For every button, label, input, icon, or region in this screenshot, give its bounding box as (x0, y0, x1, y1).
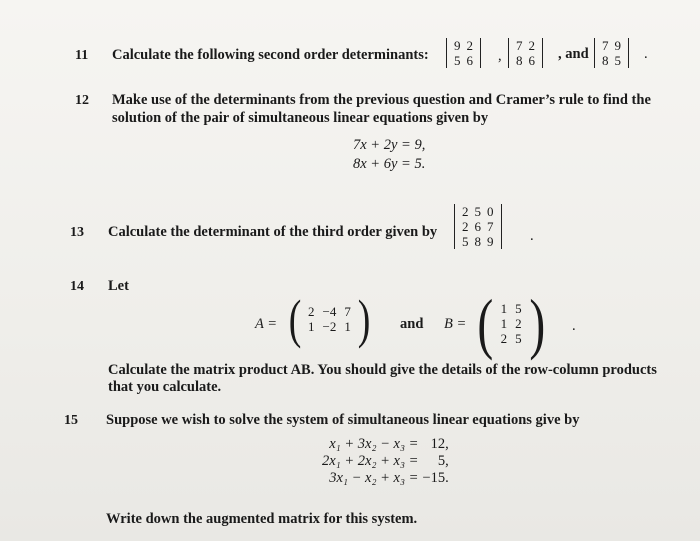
equation-row (320, 436, 451, 453)
equation-lhs: x₁ + 3x₂ − x₃ = (329, 436, 419, 452)
det-cell: 8 (516, 53, 523, 68)
question-number-15: 15 (64, 413, 78, 428)
q11-determinant-2 (508, 38, 543, 68)
det-cell: 5 (454, 53, 461, 68)
q14-end: . (572, 318, 576, 334)
matrix-cell: 2 (500, 330, 508, 346)
q12-line-2: solution of the pair of simultaneous linear equations given by (112, 110, 489, 126)
det-cell: 5 (462, 234, 469, 249)
det-cell: 2 (462, 219, 469, 234)
equation-rhs: −15. (422, 470, 449, 486)
question-number-14: 14 (70, 279, 84, 294)
left-paren: ( (288, 289, 302, 349)
matrix-cell: 2 (307, 304, 315, 319)
q14-let: Let (108, 278, 129, 294)
det-cell: 2 (462, 204, 469, 219)
q12-equation-2: 8x + 6y = 5. (353, 156, 426, 172)
q11-separator: , (498, 48, 502, 64)
det-cell: 0 (487, 204, 494, 219)
q11-determinant-1 (446, 38, 481, 68)
matrix-cell: 2 (515, 315, 522, 331)
matrix-cell: 7 (344, 304, 351, 319)
question-number-12: 12 (75, 93, 89, 108)
matrix-cell: 1 (500, 300, 508, 316)
det-cell: 2 (528, 38, 535, 53)
right-paren: ) (357, 289, 371, 349)
q14-line-2: that you calculate. (108, 379, 222, 395)
equation-row (320, 470, 451, 487)
question-number-13: 13 (70, 225, 84, 240)
q11-and: , and (558, 46, 589, 62)
det-cell: 7 (516, 38, 523, 53)
q13-end: . (530, 228, 534, 244)
equation-rhs: 12, (430, 436, 449, 452)
right-paren: ) (529, 285, 545, 361)
det-cell: 5 (474, 204, 481, 219)
det-cell: 8 (474, 234, 481, 249)
matrix-cell: −2 (322, 319, 337, 334)
matrix-a-label: A = (255, 316, 278, 332)
matrix-cell: 1 (500, 315, 508, 331)
matrix-b-label: B = (444, 316, 467, 332)
q14-and: and (400, 316, 424, 332)
equation-row (320, 453, 451, 470)
q14-line-1: Calculate the matrix product AB. You should give the details of the row-column products (108, 362, 657, 378)
det-cell: 7 (602, 38, 609, 53)
q11-end: . (644, 46, 648, 62)
q11-determinant-3 (594, 38, 629, 68)
det-cell: 9 (487, 234, 494, 249)
det-cell: 2 (466, 38, 473, 53)
matrix-b (474, 285, 548, 361)
question-number-11: 11 (75, 48, 89, 63)
det-cell: 6 (474, 219, 481, 234)
q12-equation-1: 7x + 2y = 9, (353, 137, 426, 153)
q13-determinant (454, 204, 502, 249)
det-cell: 8 (602, 53, 609, 68)
det-cell: 6 (528, 53, 535, 68)
det-cell: 9 (454, 38, 461, 53)
q12-line-1: Make use of the determinants from the previous question and Cramer’s rule to find the (112, 92, 651, 108)
equation-rhs: 5, (437, 453, 449, 469)
q13-text: Calculate the determinant of the third order given by (108, 224, 438, 240)
matrix-cell: 1 (307, 319, 315, 334)
equation-lhs: 2x₁ + 2x₂ + x₃ = (322, 453, 419, 469)
q11-text: Calculate the following second order determinants: (112, 47, 429, 63)
matrix-cell: 5 (515, 330, 522, 346)
det-cell: 9 (614, 38, 621, 53)
det-cell: 6 (466, 53, 473, 68)
matrix-cell: −4 (322, 304, 337, 319)
det-cell: 5 (614, 53, 621, 68)
equation-lhs: 3x₁ − x₂ + x₃ = (329, 470, 419, 486)
det-cell: 7 (487, 219, 494, 234)
matrix-a (286, 289, 373, 349)
q15-text: Suppose we wish to solve the system of simultaneous linear equations give by (106, 412, 580, 428)
matrix-cell: 5 (515, 300, 522, 316)
matrix-cell: 1 (344, 319, 351, 334)
left-paren: ( (477, 285, 494, 361)
q15-equation-system (320, 436, 451, 487)
q15-final-line: Write down the augmented matrix for this system. (106, 511, 418, 527)
